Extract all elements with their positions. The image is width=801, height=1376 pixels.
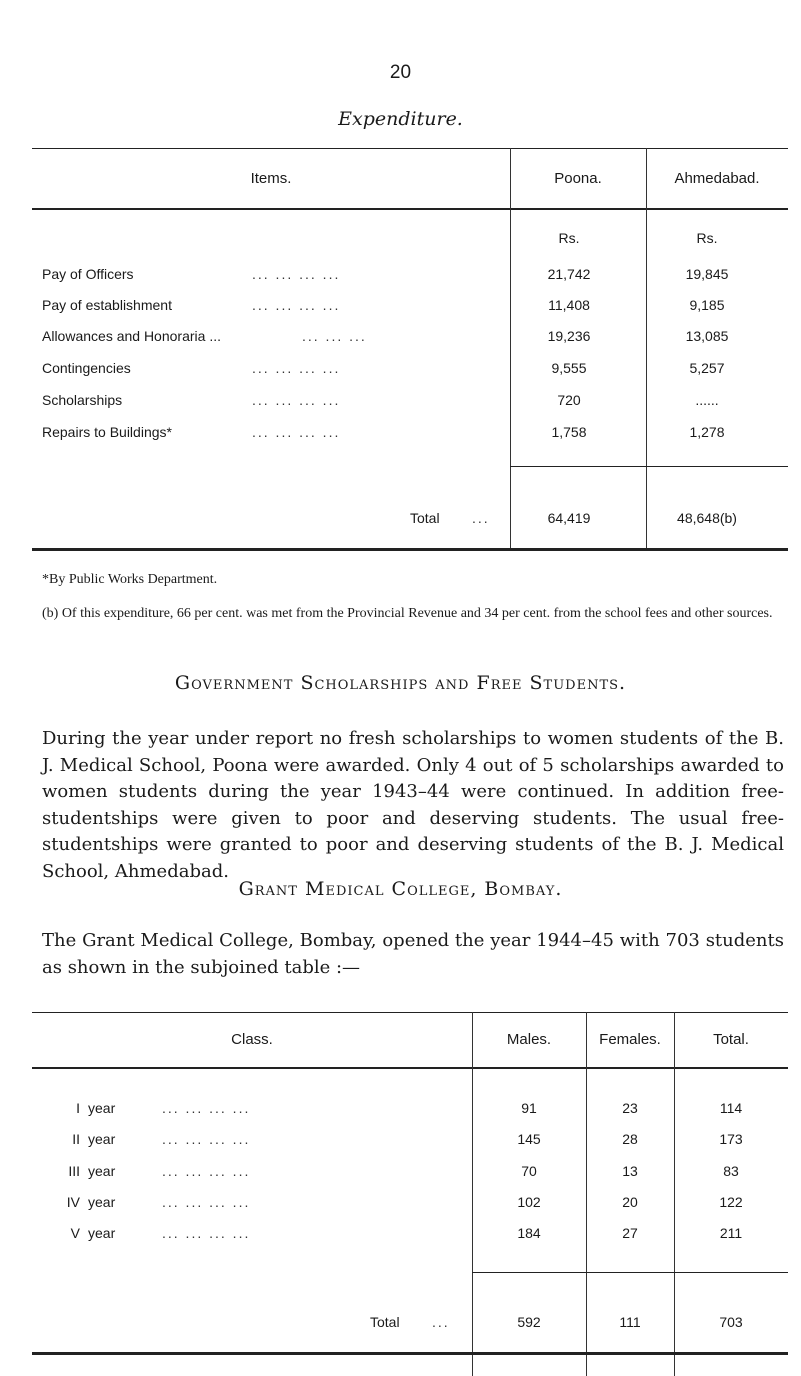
leader-dots: ... ... ... ... xyxy=(252,297,341,313)
males-value: 91 xyxy=(521,1100,537,1116)
header-females: Females. xyxy=(599,1031,661,1048)
males-value: 145 xyxy=(517,1131,541,1147)
females-value: 23 xyxy=(622,1100,638,1116)
scholarships-heading: Government Scholarships and Free Students. xyxy=(174,672,627,694)
females-value: 28 xyxy=(622,1131,638,1147)
header-ahmedabad: Ahmedabad. xyxy=(674,169,760,187)
subtotal-rule xyxy=(510,466,788,467)
table-bottom-rule xyxy=(32,548,788,551)
total-value: 173 xyxy=(719,1131,743,1147)
page-number: 20 xyxy=(389,62,412,83)
total-value: 114 xyxy=(719,1100,743,1116)
table-row xyxy=(32,360,788,382)
class-numeral: I xyxy=(76,1100,80,1116)
grand-total: 703 xyxy=(719,1314,743,1330)
leader-dots: ... xyxy=(472,510,490,526)
class-year: year xyxy=(88,1194,116,1210)
leader-dots: ... ... ... ... xyxy=(252,360,341,376)
females-value: 27 xyxy=(622,1225,638,1241)
total-row xyxy=(32,1314,788,1336)
table-header-rule xyxy=(32,208,788,210)
item-label: Repairs to Buildings* xyxy=(42,424,172,440)
class-numeral: II xyxy=(72,1131,80,1147)
footnote-star: *By Public Works Department. xyxy=(42,572,218,587)
leader-dots: ... ... ... xyxy=(302,328,367,344)
table-row xyxy=(32,266,788,288)
class-numeral: III xyxy=(68,1163,80,1179)
leader-dots: ... ... ... ... xyxy=(162,1163,251,1179)
leader-dots: ... ... ... ... xyxy=(162,1100,251,1116)
poona-value: 11,408 xyxy=(548,297,590,313)
total-label: Total xyxy=(410,510,440,526)
males-value: 70 xyxy=(521,1163,537,1179)
leader-dots: ... ... ... ... xyxy=(162,1194,251,1210)
leader-dots: ... ... ... ... xyxy=(252,424,341,440)
females-value: 20 xyxy=(622,1194,638,1210)
leader-dots: ... ... ... ... xyxy=(252,392,341,408)
ahmedabad-value: ...... xyxy=(695,392,719,408)
item-label: Scholarships xyxy=(42,392,123,408)
table-bottom-rule xyxy=(32,1352,788,1355)
ahmedabad-total: 48,648(b) xyxy=(677,510,737,526)
header-total: Total. xyxy=(713,1031,749,1048)
poona-value: 19,236 xyxy=(547,328,591,344)
total-value: 122 xyxy=(719,1194,743,1210)
class-year: year xyxy=(88,1163,116,1179)
item-label: Allowances and Honoraria ... xyxy=(42,328,221,344)
ahmedabad-value: 19,845 xyxy=(685,266,729,282)
scholarships-paragraph: During the year under report no fresh scholarships to women students of the B. J. Medical School, Poona were awarded. Only 4 out of 5 scholarships awarded to women students during the year 1943–44 were continued. In addition free-studentships were given to poor and deserving students. The usual free-studentships were granted to poor and deserving students of the B. J. Medical School, Ahmedabad. xyxy=(42,728,784,882)
poona-value: 9,555 xyxy=(551,360,587,376)
unit-ahmedabad: Rs. xyxy=(696,230,718,246)
leader-dots: ... ... ... ... xyxy=(162,1225,251,1241)
ahmedabad-value: 1,278 xyxy=(689,424,725,440)
ahmedabad-value: 9,185 xyxy=(689,297,725,313)
subtotal-rule xyxy=(472,1272,788,1273)
table-row xyxy=(32,328,788,350)
total-row xyxy=(32,510,788,532)
table-row xyxy=(32,297,788,319)
leader-dots: ... ... ... ... xyxy=(252,266,341,282)
class-year: year xyxy=(88,1100,116,1116)
class-year: year xyxy=(88,1131,116,1147)
table-row xyxy=(32,1100,788,1122)
item-label: Pay of establishment xyxy=(42,297,172,313)
poona-value: 1,758 xyxy=(551,424,587,440)
males-value: 184 xyxy=(517,1225,541,1241)
table-row xyxy=(32,1163,788,1185)
total-value: 211 xyxy=(719,1225,743,1241)
poona-total: 64,419 xyxy=(547,510,591,526)
poona-value: 21,742 xyxy=(547,266,591,282)
females-value: 13 xyxy=(622,1163,638,1179)
grant-college-paragraph: The Grant Medical College, Bombay, opened the year 1944–45 with 703 students as shown in the subjoined table :— xyxy=(42,930,784,978)
class-numeral: IV xyxy=(66,1194,80,1210)
table-row xyxy=(32,424,788,446)
males-value: 102 xyxy=(517,1194,541,1210)
footnote-b: (b) Of this expenditure, 66 per cent. was met from the Provincial Revenue and 34 per cent. from the school fees and other sources. xyxy=(42,606,773,621)
leader-dots: ... xyxy=(432,1314,450,1330)
header-items: Items. xyxy=(250,169,292,187)
table-row xyxy=(32,392,788,414)
leader-dots: ... ... ... ... xyxy=(162,1131,251,1147)
units-row xyxy=(32,230,788,252)
table-row xyxy=(32,1225,788,1247)
poona-value: 720 xyxy=(557,392,581,408)
females-total: 111 xyxy=(619,1314,641,1330)
table-row xyxy=(32,1131,788,1153)
header-poona: Poona. xyxy=(554,169,602,187)
header-class: Class. xyxy=(231,1031,273,1048)
grant-college-heading: Grant Medical College, Bombay. xyxy=(238,878,563,900)
unit-poona: Rs. xyxy=(558,230,580,246)
item-label: Pay of Officers xyxy=(42,266,134,282)
item-label: Contingencies xyxy=(42,360,131,376)
class-year: year xyxy=(88,1225,116,1241)
ahmedabad-value: 5,257 xyxy=(689,360,725,376)
class-numeral: V xyxy=(70,1225,80,1241)
males-total: 592 xyxy=(517,1314,541,1330)
header-males: Males. xyxy=(506,1031,552,1048)
section-caption: Expenditure. xyxy=(338,108,463,130)
ahmedabad-value: 13,085 xyxy=(685,328,729,344)
table-row xyxy=(32,1194,788,1216)
total-label: Total xyxy=(370,1314,400,1330)
total-value: 83 xyxy=(723,1163,739,1179)
